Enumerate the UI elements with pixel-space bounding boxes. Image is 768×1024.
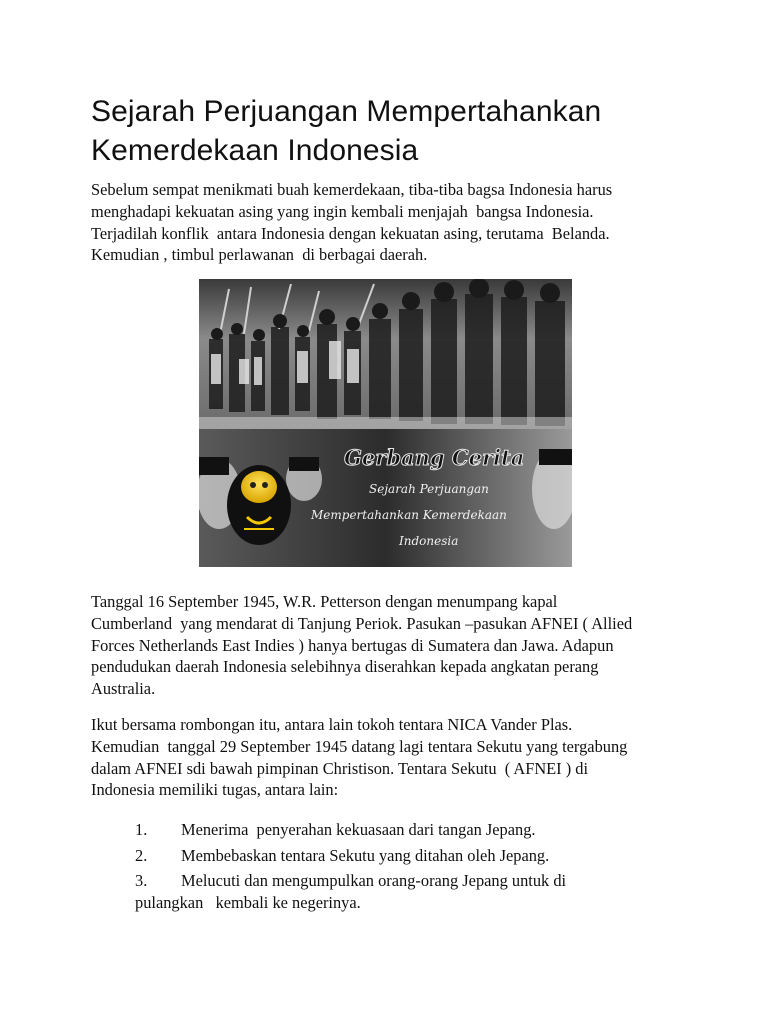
title-line-2: Kemerdekaan Indonesia (91, 134, 419, 167)
paragraph-line: pendudukan daerah Indonesia selebihnya diserahkan kepada angkatan perang (91, 657, 599, 677)
paragraph-line: Tanggal 16 September 1945, W.R. Petterson dengan menumpang kapal (91, 592, 558, 611)
paragraph-line: Australia. (91, 679, 156, 699)
banner-subtitle-1: Sejarah Perjuangan (369, 482, 489, 496)
gerbang-cerita-logo-icon (227, 465, 291, 545)
paragraph-afnei (91, 591, 691, 700)
intro-line: Terjadilah konflik antara Indonesia dengan kekuatan asing, terutama Belanda. (91, 223, 610, 243)
banner-subtitle-2: Mempertahankan Kemerdekaan (311, 508, 507, 522)
banner-subtitle-3: Indonesia (399, 534, 459, 548)
list-text: Membebaskan tentara Sekutu yang ditahan oleh Jepang. (181, 846, 550, 865)
paragraph-line: Forces Netherlands East Indies ) hanya bertugas di Sumatera dan Jawa. Adapun (91, 635, 614, 655)
list-text: Menerima penyerahan kekuasaan dari tangan Jepang. (181, 820, 536, 839)
paragraph-line: Cumberland yang mendarat di Tanjung Periok. Pasukan –pasukan AFNEI ( Allied (91, 613, 633, 633)
paragraph-line: dalam AFNEI sdi bawah pimpinan Christison. Tentara Sekutu ( AFNEI ) di (91, 758, 589, 778)
historical-photo-collage (199, 279, 572, 567)
list-text: Melucuti dan mengumpulkan orang-orang Jepang untuk di (181, 871, 567, 890)
paragraph-nica (91, 714, 691, 801)
banner-title: Gerbang Cerita (344, 445, 525, 470)
paragraph-line: Kemudian tanggal 29 September 1945 datang lagi tentara Sekutu yang tergabung (91, 736, 628, 756)
intro-line: menghadapi kekuatan asing yang ingin kembali menjajah bangsa Indonesia. (91, 201, 594, 221)
page-title (91, 92, 691, 170)
list-number: 1. (135, 820, 148, 839)
intro-paragraph (91, 179, 691, 266)
title-line-1: Sejarah Perjuangan Mempertahankan (91, 95, 602, 128)
list-number: 2. (135, 846, 148, 865)
paragraph-line: Ikut bersama rombongan itu, antara lain tokoh tentara NICA Vander Plas. (91, 715, 573, 734)
intro-line: Sebelum sempat menikmati buah kemerdekaan, tiba-tiba bagsa Indonesia harus (91, 180, 613, 199)
list-number: 3. (135, 871, 148, 890)
intro-line: Kemudian , timbul perlawanan di berbagai daerah. (91, 245, 428, 265)
paragraph-line: Indonesia memiliki tugas, antara lain: (91, 780, 339, 800)
list-text-continuation: pulangkan kembali ke negerinya. (135, 892, 361, 912)
